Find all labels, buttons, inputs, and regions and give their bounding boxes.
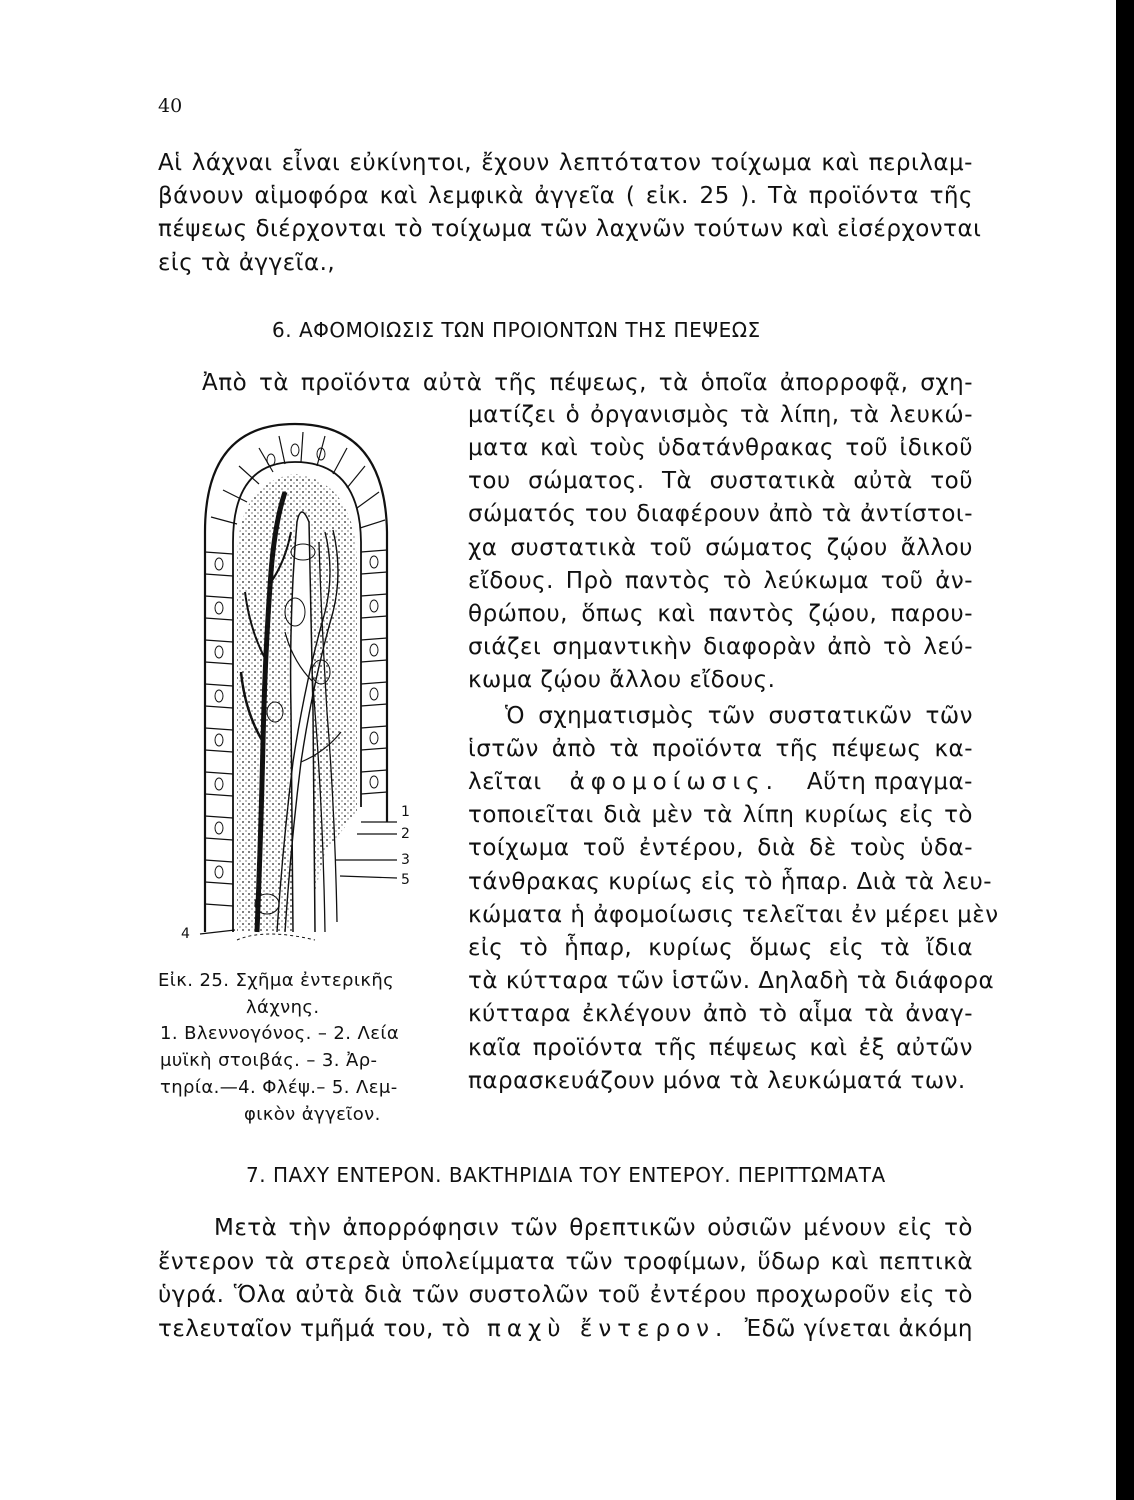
- paragraph-line: ματίζει ὁ ὀργανισμὸς τὰ λίπη, τὰ λευκώ-: [468, 402, 973, 428]
- figure-caption-title: Εἰκ. 25. Σχῆμα ἐντερικῆς: [158, 970, 395, 991]
- text-run: λεῖται: [468, 769, 542, 795]
- paragraph-line: κωμα ζῴου ἄλλου εἴδους.: [468, 667, 776, 693]
- paragraph-line: τοίχωμα τοῦ ἐντέρου, διὰ δὲ τοὺς ὑδα-: [468, 835, 973, 861]
- paragraph-line: ἱστῶν ἀπὸ τὰ προϊόντα τῆς πέψεως κα-: [468, 736, 973, 762]
- figure-label-1: 1: [401, 804, 410, 820]
- paragraph-line: ματα καὶ τοὺς ὑδατάνθρακας τοῦ ἰδικοῦ: [468, 435, 973, 461]
- figure-intestinal-villus: [175, 412, 430, 947]
- figure-label-3: 3: [401, 852, 410, 868]
- text-run: Ἐδῶ γίνεται ἀκόμη: [744, 1316, 973, 1342]
- paragraph-line: καῖα προϊόντα τῆς πέψεως καὶ ἐξ αὐτῶν: [468, 1035, 973, 1061]
- figure-caption-line: φικὸν ἀγγεῖον.: [244, 1104, 381, 1125]
- villus-base: [237, 934, 315, 940]
- paragraph-line: Αἱ λάχναι εἶναι εὐκίνητοι, ἔχουν λεπτότατον τοίχωμα καὶ περιλαμ-: [158, 150, 973, 176]
- paragraph-line: παρασκευάζουν μόνα τὰ λευκώματά των.: [468, 1068, 966, 1094]
- paragraph-line: του σώματος. Τὰ συστατικὰ αὐτὰ τοῦ: [468, 468, 973, 494]
- figure-caption-line: μυϊκὴ στοιβάς. – 3. Ἀρ-: [160, 1050, 378, 1071]
- paragraph-line: ὑγρά. Ὅλα αὐτὰ διὰ τῶν συστολῶν τοῦ ἐντέρου προχωροῦν εἰς τὸ: [158, 1282, 973, 1308]
- text-run: Αὕτη πραγμα-: [806, 769, 973, 795]
- paragraph-line: κύτταρα ἐκλέγουν ἀπὸ τὸ αἷμα τὰ ἀναγ-: [468, 1001, 973, 1027]
- figure-label-4: 4: [181, 926, 190, 942]
- paragraph-line: [468, 769, 973, 795]
- paragraph-line: σώματός του διαφέρουν ἀπὸ τὰ ἀντίστοι-: [468, 501, 973, 527]
- paragraph-line: εἴδους. Πρὸ παντὸς τὸ λεύκωμα τοῦ ἀν-: [468, 568, 973, 594]
- figure-caption-line: 1. Βλεννογόνος. – 2. Λεία: [160, 1023, 400, 1044]
- emphasized-term: ἀφομοίωσις.: [569, 769, 779, 795]
- emphasized-term: παχὺ ἔντερον.: [487, 1316, 729, 1342]
- paragraph-line: πέψεως διέρχονται τὸ τοίχωμα τῶν λαχνῶν τούτων καὶ εἰσέρχονται: [158, 216, 982, 242]
- paragraph-line: σιάζει σημαντικὴν διαφορὰν ἀπὸ τὸ λεύ-: [468, 634, 973, 660]
- paragraph-line: Μετὰ τὴν ἀπορρόφησιν τῶν θρεπτικῶν οὐσιῶν μένουν εἰς τὸ: [214, 1215, 973, 1241]
- section-heading: 6. ΑΦΟΜΟΙΩΣΙΣ ΤΩΝ ΠΡΟΙΟΝΤΩΝ ΤΗΣ ΠΕΨΕΩΣ: [272, 318, 761, 342]
- villus-diagram: [175, 412, 430, 947]
- figure-label-5: 5: [401, 872, 410, 888]
- paragraph-line: κώματα ἡ ἀφομοίωσις τελεῖται ἐν μέρει μὲν: [468, 902, 999, 928]
- section-heading: 7. ΠΑΧΥ ΕΝΤΕΡΟΝ. ΒΑΚΤΗΡΙΔΙΑ ΤΟΥ ΕΝΤΕΡΟΥ. ΠΕΡΙΤΤΩΜΑΤΑ: [246, 1163, 886, 1187]
- paragraph-line: τάνθρακας κυρίως εἰς τὸ ἧπαρ. Διὰ τὰ λευ-: [468, 869, 993, 895]
- paragraph-line: βάνουν αἱμοφόρα καὶ λεμφικὰ ἀγγεῖα ( εἰκ. 25 ). Τὰ προϊόντα τῆς: [158, 183, 973, 209]
- paragraph-line: Ὁ σχηματισμὸς τῶν συστατικῶν τῶν: [505, 703, 973, 729]
- paragraph-line: ἔντερον τὰ στερεὰ ὑπολείμματα τῶν τροφίμων, ὕδωρ καὶ πεπτικὰ: [158, 1249, 973, 1275]
- paragraph-line: θρώπου, ὅπως καὶ παντὸς ζῴου, παρου-: [468, 601, 973, 627]
- paragraph-line: χα συστατικὰ τοῦ σώματος ζῴου ἄλλου: [468, 535, 973, 561]
- paragraph-line: τὰ κύτταρα τῶν ἱστῶν. Δηλαδὴ τὰ διάφορα: [468, 968, 995, 994]
- page-number: 40: [158, 95, 183, 117]
- paragraph-line: εἰς τὰ ἀγγεῖα.,: [158, 250, 336, 276]
- paragraph-line: Ἀπὸ τὰ προϊόντα αὐτὰ τῆς πέψεως, τὰ ὁποῖα ἀπορροφᾷ, σχη-: [202, 370, 973, 396]
- paragraph-line: τοποιεῖται διὰ μὲν τὰ λίπη κυρίως εἰς τὸ: [468, 802, 973, 828]
- figure-caption-line: τηρία.—4. Φλέψ.– 5. Λεμ-: [160, 1077, 398, 1098]
- figure-caption-line: λάχνης.: [246, 997, 320, 1018]
- page-edge: [1116, 0, 1134, 1500]
- paragraph-line: [158, 1316, 973, 1342]
- paragraph-line: εἰς τὸ ἧπαρ, κυρίως ὅμως εἰς τὰ ἴδια: [468, 935, 973, 961]
- figure-label-2: 2: [401, 826, 410, 842]
- text-run: τελευταῖον τμῆμά του, τὸ: [158, 1316, 471, 1342]
